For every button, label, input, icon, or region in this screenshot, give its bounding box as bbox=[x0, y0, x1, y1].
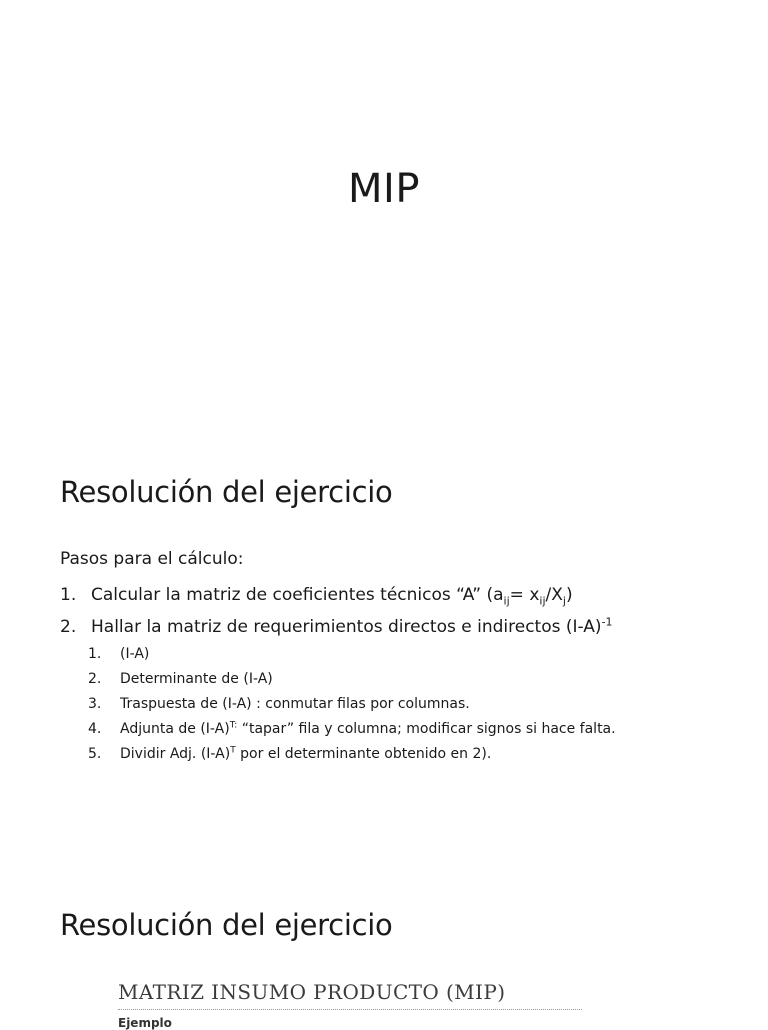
substep-item bbox=[88, 717, 616, 742]
substep-item bbox=[88, 692, 616, 717]
substep-number: 3. bbox=[88, 696, 102, 712]
substep-item bbox=[88, 667, 616, 692]
substep-number: 1. bbox=[88, 646, 102, 662]
substeps-list bbox=[88, 642, 616, 767]
substep-text: (I-A) bbox=[120, 646, 150, 662]
substep-item bbox=[88, 642, 616, 667]
substep-number: 4. bbox=[88, 721, 102, 737]
step-text: = x bbox=[509, 585, 540, 605]
substep-number: 2. bbox=[88, 671, 102, 687]
substep-item bbox=[88, 742, 616, 767]
step-number: 1. bbox=[60, 585, 77, 605]
substep-text: “tapar” fila y columna; modificar signos si hace falta. bbox=[237, 721, 616, 737]
subscript: ij bbox=[503, 594, 510, 608]
steps-list bbox=[60, 580, 740, 644]
step-number: 2. bbox=[60, 617, 77, 637]
step-text: ) bbox=[565, 585, 573, 605]
example-label: Ejemplo bbox=[118, 1016, 172, 1030]
step-text: Calcular la matriz de coeficientes técnicos “A” (a bbox=[91, 585, 504, 605]
superscript: T bbox=[230, 745, 236, 756]
subscript: ij bbox=[539, 594, 546, 608]
step-text: Hallar la matriz de requerimientos directos e indirectos (I-A) bbox=[91, 617, 602, 637]
substep-text: Determinante de (I-A) bbox=[120, 671, 273, 687]
superscript: T: bbox=[229, 720, 238, 731]
substep-text: Adjunta de (I-A) bbox=[120, 721, 230, 737]
substep-text: Dividir Adj. (I-A) bbox=[120, 746, 231, 762]
step-item bbox=[60, 580, 740, 612]
section-heading: Resolución del ejercicio bbox=[60, 908, 393, 942]
substep-text: por el determinante obtenido en 2). bbox=[235, 746, 492, 762]
superscript: -1 bbox=[601, 615, 613, 629]
step-text: /X bbox=[545, 585, 563, 605]
steps-intro: Pasos para el cálculo: bbox=[60, 549, 244, 569]
substep-number: 5. bbox=[88, 746, 102, 762]
step-item bbox=[60, 612, 740, 644]
mip-banner: MATRIZ INSUMO PRODUCTO (MIP) bbox=[118, 980, 582, 1010]
section-heading: Resolución del ejercicio bbox=[60, 475, 393, 509]
slide-title: MIP bbox=[348, 166, 420, 212]
substep-text: Traspuesta de (I-A) : conmutar filas por columnas. bbox=[120, 696, 470, 712]
subscript: j bbox=[562, 594, 566, 608]
